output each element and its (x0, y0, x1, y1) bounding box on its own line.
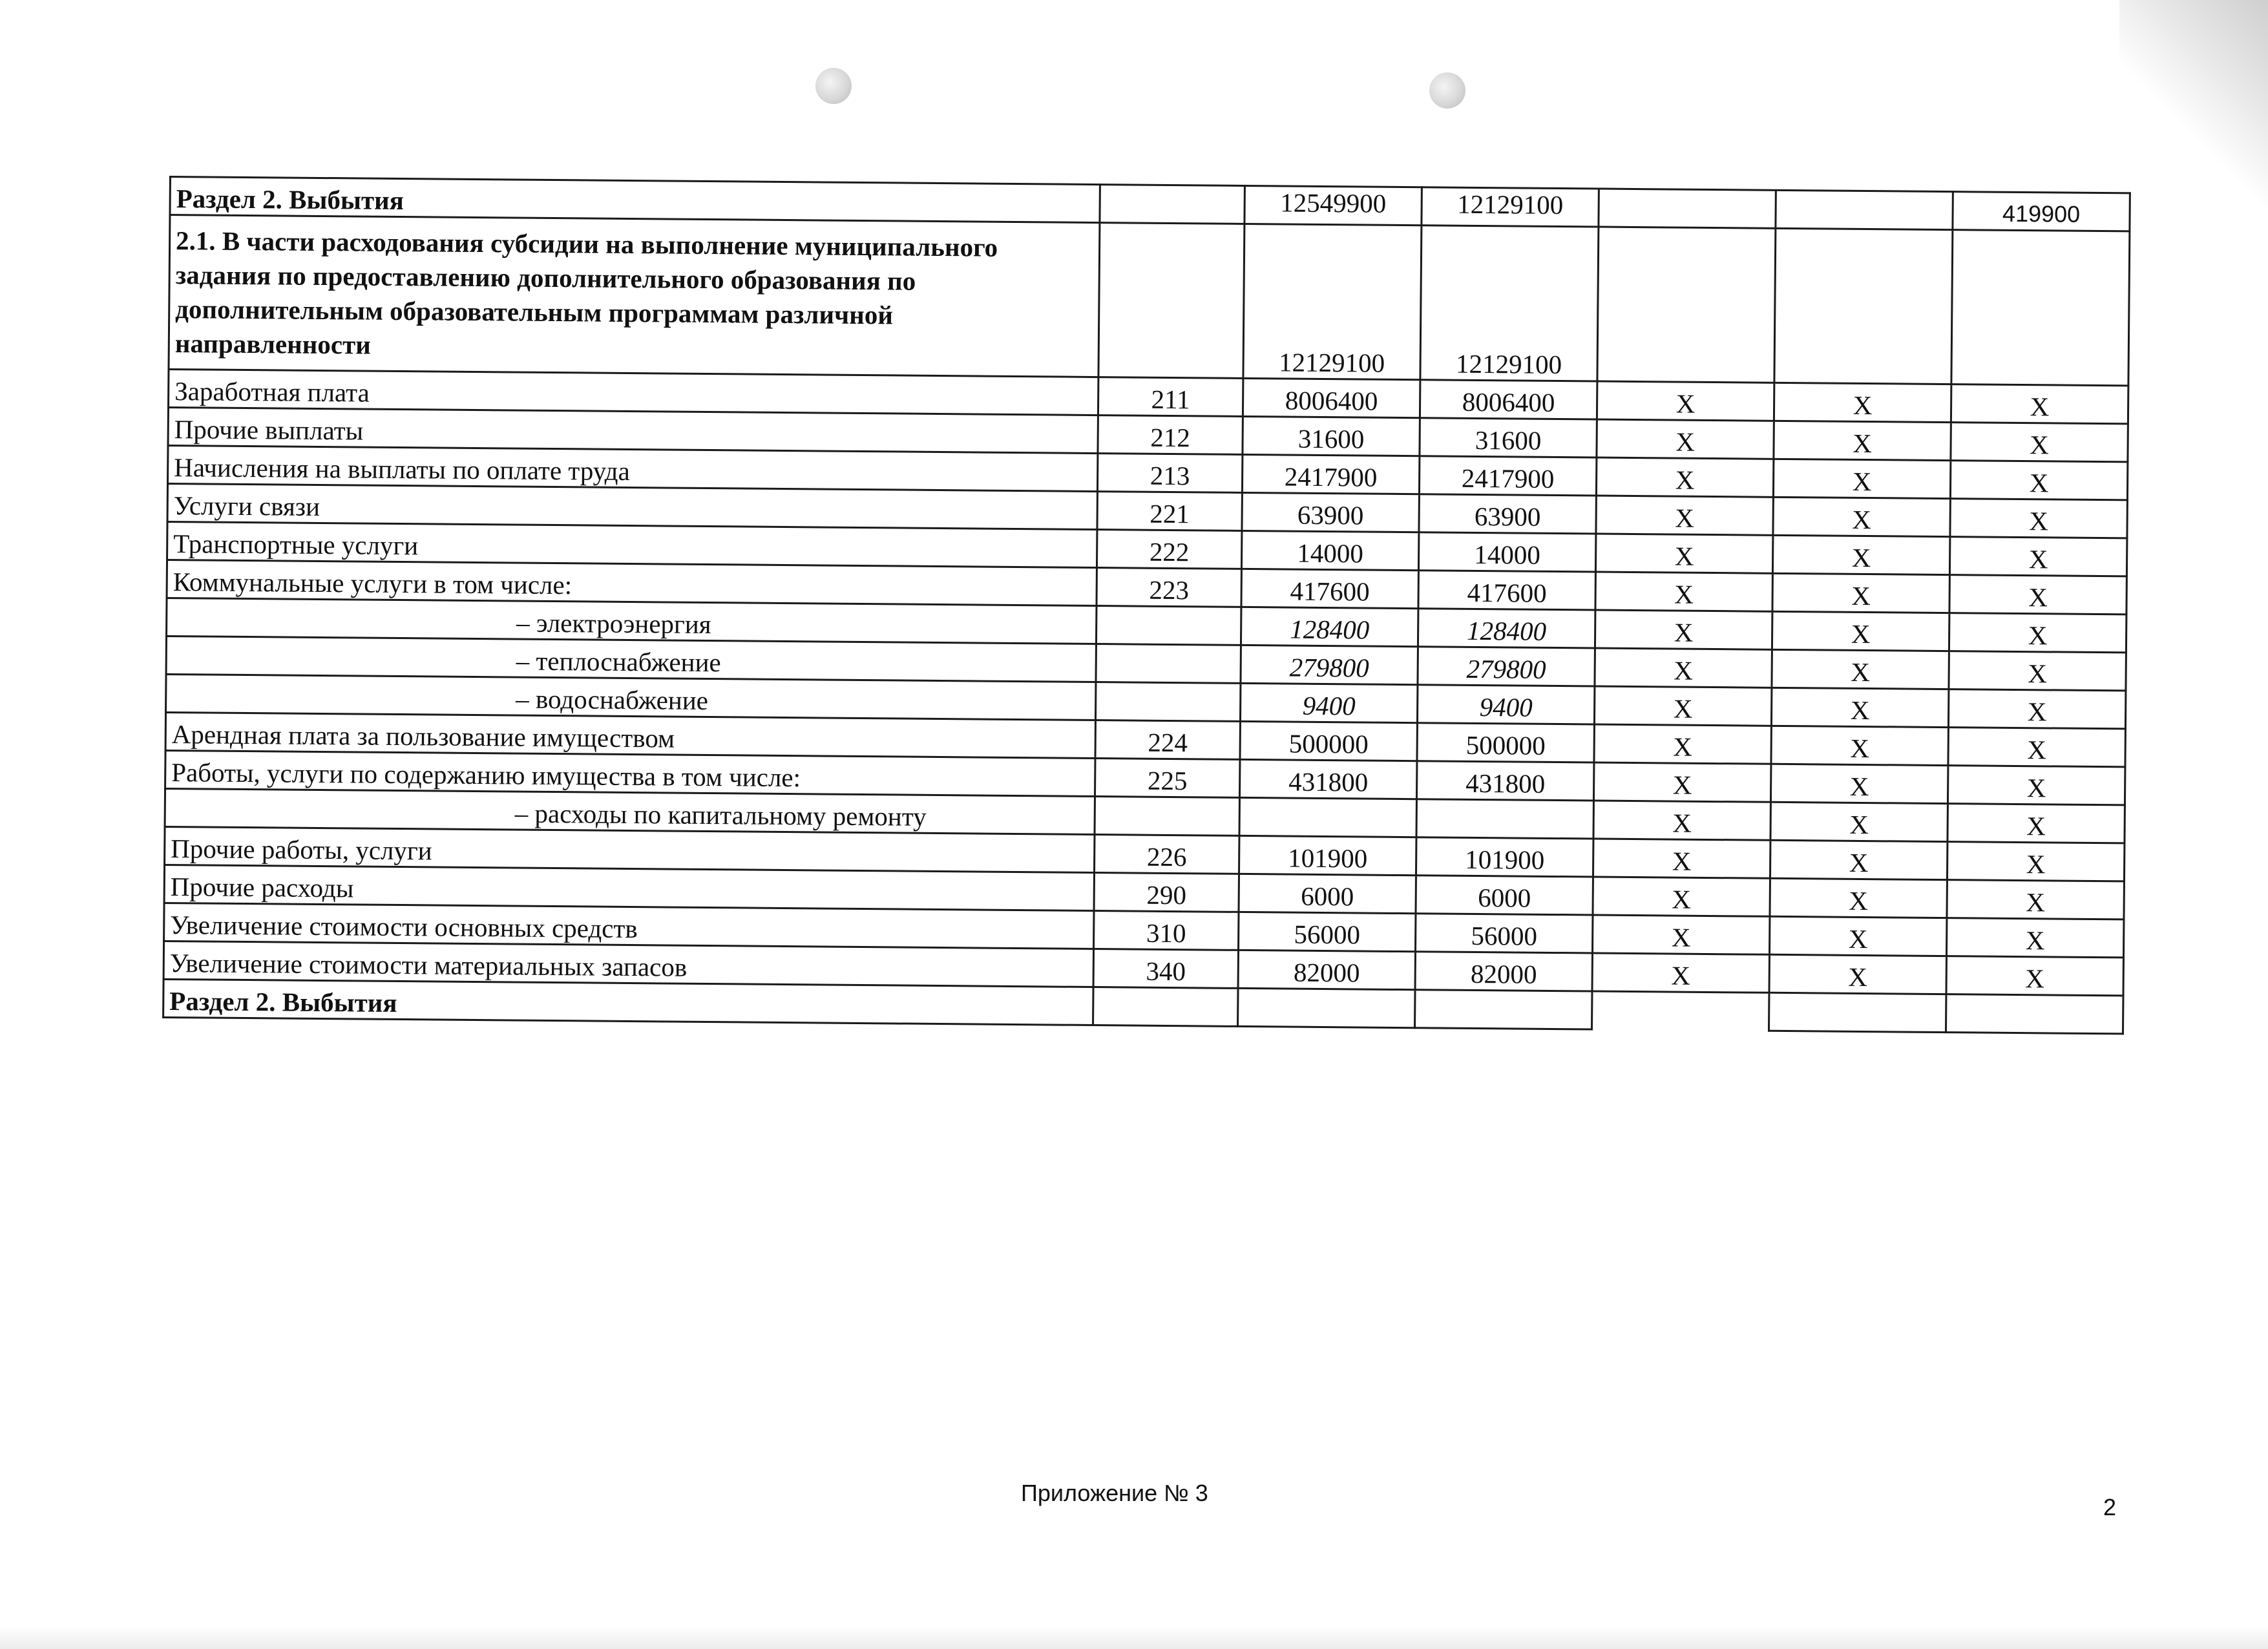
cell-x1: X (1592, 953, 1769, 993)
cell-x1: X (1595, 648, 1772, 688)
cell-x1: X (1593, 877, 1770, 916)
cell-x3: X (1949, 575, 2126, 614)
cell-x1: X (1597, 419, 1774, 459)
subsection-code (1098, 223, 1244, 379)
punch-hole-right (1429, 72, 1465, 109)
cell-x1: X (1595, 572, 1772, 611)
cell-x1: X (1594, 724, 1771, 764)
cell-v2: 101900 (1416, 837, 1593, 877)
section-total-1: 12549900 (1244, 185, 1422, 225)
cell-v2: 63900 (1419, 494, 1596, 534)
cell-v1 (1239, 797, 1416, 837)
cell-v2: 2417900 (1419, 456, 1596, 496)
cell-code: 225 (1095, 759, 1240, 798)
cell-x1: X (1592, 915, 1769, 954)
footer-section-cell (1238, 988, 1415, 1027)
cell-x3: X (1948, 766, 2125, 805)
cell-v1: 14000 (1241, 530, 1418, 570)
cell-x3: X (1950, 499, 2127, 538)
cell-v2: 31600 (1420, 418, 1597, 457)
cell-name: Увеличение стоимости основных средств (164, 903, 1094, 949)
cell-v1: 56000 (1239, 912, 1416, 951)
cell-v2: 14000 (1418, 532, 1595, 572)
cell-x3: X (1948, 728, 2125, 767)
footer-section-cell (1592, 991, 1769, 1031)
cell-name: Увеличение стоимости материальных запасов (163, 941, 1093, 987)
cell-x2: X (1774, 383, 1951, 422)
section-code (1100, 185, 1244, 224)
cell-x1: X (1595, 610, 1772, 649)
cell-code (1095, 682, 1240, 722)
cell-x1: X (1595, 534, 1772, 573)
subsection-header-row (169, 215, 2130, 386)
cell-x3: X (1947, 880, 2124, 919)
cell-name: Прочие выплаты (168, 408, 1098, 454)
cell-code: 310 (1094, 911, 1239, 951)
cell-v1: 431800 (1239, 759, 1416, 799)
footer-section-cell (1946, 994, 2123, 1034)
cell-x2: X (1770, 840, 1947, 879)
cell-v2: 431800 (1416, 761, 1593, 801)
cell-x2: X (1770, 802, 1948, 841)
cell-x3: X (1947, 842, 2124, 881)
cell-v2: 9400 (1417, 685, 1594, 724)
cell-v1: 417600 (1241, 569, 1418, 608)
cell-x3: X (1949, 537, 2126, 576)
cell-x2: X (1771, 688, 1948, 727)
cell-code (1096, 606, 1241, 646)
cell-x1: X (1594, 686, 1771, 726)
cell-name: Прочие расходы (164, 865, 1094, 910)
cell-code: 222 (1097, 530, 1241, 569)
cell-code (1096, 644, 1241, 684)
cell-v1: 279800 (1241, 645, 1418, 684)
cell-code: 340 (1093, 949, 1238, 989)
cell-name: Арендная плата за пользование имуществом (165, 712, 1095, 758)
cell-v1: 128400 (1241, 607, 1418, 646)
cell-x3: X (1950, 461, 2127, 500)
cell-code: 223 (1097, 568, 1241, 607)
cell-x2: X (1769, 954, 1946, 994)
cell-v1: 82000 (1238, 950, 1415, 989)
footer-section-title: Раздел 2. Выбытия (163, 979, 1093, 1025)
cell-code: 213 (1097, 454, 1242, 493)
cell-name: Услуги связи (167, 483, 1097, 529)
page-corner-shadow (2119, 0, 2268, 207)
cell-code: 290 (1094, 873, 1239, 912)
cell-x2: X (1772, 535, 1949, 574)
section-title: Раздел 2. Выбытия (170, 177, 1100, 223)
cell-x2: X (1772, 573, 1949, 613)
appendix-label: Приложение № 3 (1021, 1480, 1208, 1506)
cell-x3: X (1946, 956, 2123, 996)
section-total-5: 419900 (1953, 192, 2130, 231)
cell-x2: X (1772, 649, 1949, 689)
cell-x2: X (1773, 497, 1950, 536)
cell-name: Прочие работы, услуги (165, 826, 1095, 872)
expenditure-table-body (163, 177, 2130, 1034)
cell-v1: 2417900 (1242, 454, 1419, 494)
cell-name: – водоснабжение (166, 674, 1096, 720)
cell-v2: 56000 (1416, 914, 1593, 953)
cell-code: 211 (1098, 377, 1243, 417)
subsection-total-1: 12129100 (1243, 224, 1422, 379)
cell-name: Заработная плата (168, 370, 1098, 415)
cell-x1: X (1596, 457, 1773, 497)
footer-section-cell (1093, 987, 1238, 1027)
cell-name: Коммунальные услуги в том числе: (167, 560, 1097, 605)
cell-v1: 63900 (1242, 492, 1419, 532)
subsection-total-2: 12129100 (1420, 226, 1599, 381)
cell-name: Работы, услуги по содержанию имущества в том числе: (165, 750, 1095, 796)
cell-x1: X (1593, 762, 1770, 802)
cell-x1: X (1593, 801, 1770, 840)
cell-x3: X (1951, 423, 2128, 462)
cell-x1: X (1593, 839, 1770, 878)
cell-x1: X (1597, 381, 1774, 421)
footer-section-cell (1769, 993, 1946, 1032)
section-total-4 (1776, 190, 1953, 229)
cell-x2: X (1769, 916, 1946, 956)
cell-x2: X (1772, 611, 1949, 651)
punch-hole-left (815, 68, 852, 104)
cell-v1: 6000 (1239, 874, 1416, 913)
cell-name: – теплоснабжение (166, 636, 1096, 682)
cell-x1: X (1596, 496, 1773, 535)
cell-x2: X (1771, 726, 1948, 765)
cell-x3: X (1949, 613, 2126, 653)
cell-x2: X (1774, 421, 1951, 460)
cell-code: 224 (1095, 720, 1240, 760)
page-number: 2 (2103, 1494, 2117, 1520)
cell-v2: 82000 (1415, 952, 1592, 991)
subsection-total-3 (1597, 227, 1776, 383)
cell-v1: 8006400 (1243, 378, 1420, 417)
cell-x3: X (1948, 804, 2125, 843)
cell-x2: X (1770, 878, 1947, 918)
section-total-2: 12129100 (1422, 187, 1599, 227)
cell-x2: X (1773, 459, 1950, 498)
cell-x3: X (1949, 651, 2126, 691)
cell-v2: 417600 (1418, 571, 1595, 610)
cell-v1: 31600 (1243, 416, 1420, 456)
cell-x3: X (1951, 384, 2128, 424)
cell-x2: X (1770, 764, 1948, 803)
cell-v1: 9400 (1240, 683, 1417, 722)
cell-name: – электроэнергия (167, 598, 1097, 644)
cell-name: Начисления на выплаты по оплате труда (168, 445, 1098, 491)
cell-code (1095, 797, 1239, 836)
cell-code: 221 (1097, 492, 1242, 531)
cell-code: 212 (1098, 415, 1243, 455)
cell-code: 226 (1095, 835, 1239, 874)
expenditure-table-container (162, 176, 2095, 1035)
subsection-title: 2.1. В части расходования субсидии на выполнение муниципального задания по предоставлению дополнительного образования по дополнительным образовательным программам различной направленности (169, 215, 1100, 377)
cell-v2: 6000 (1416, 876, 1593, 915)
cell-v2: 500000 (1417, 723, 1594, 762)
section-total-3 (1599, 189, 1776, 228)
cell-name: – расходы по капитальному ремонту (165, 788, 1095, 834)
cell-v2 (1416, 799, 1593, 839)
cell-v1: 101900 (1239, 835, 1416, 875)
subsection-total-5 (1951, 230, 2130, 386)
cell-v1: 500000 (1240, 721, 1417, 761)
cell-name: Транспортные услуги (167, 521, 1097, 567)
cell-v2: 128400 (1418, 609, 1595, 648)
subsection-total-4 (1774, 228, 1953, 384)
cell-x3: X (1946, 918, 2123, 958)
footer-section-cell (1415, 990, 1592, 1029)
cell-v2: 279800 (1418, 647, 1595, 686)
cell-x3: X (1948, 689, 2125, 729)
cell-v2: 8006400 (1420, 380, 1597, 419)
expenditure-table (162, 176, 2131, 1035)
page-bottom-edge (0, 1626, 2268, 1649)
